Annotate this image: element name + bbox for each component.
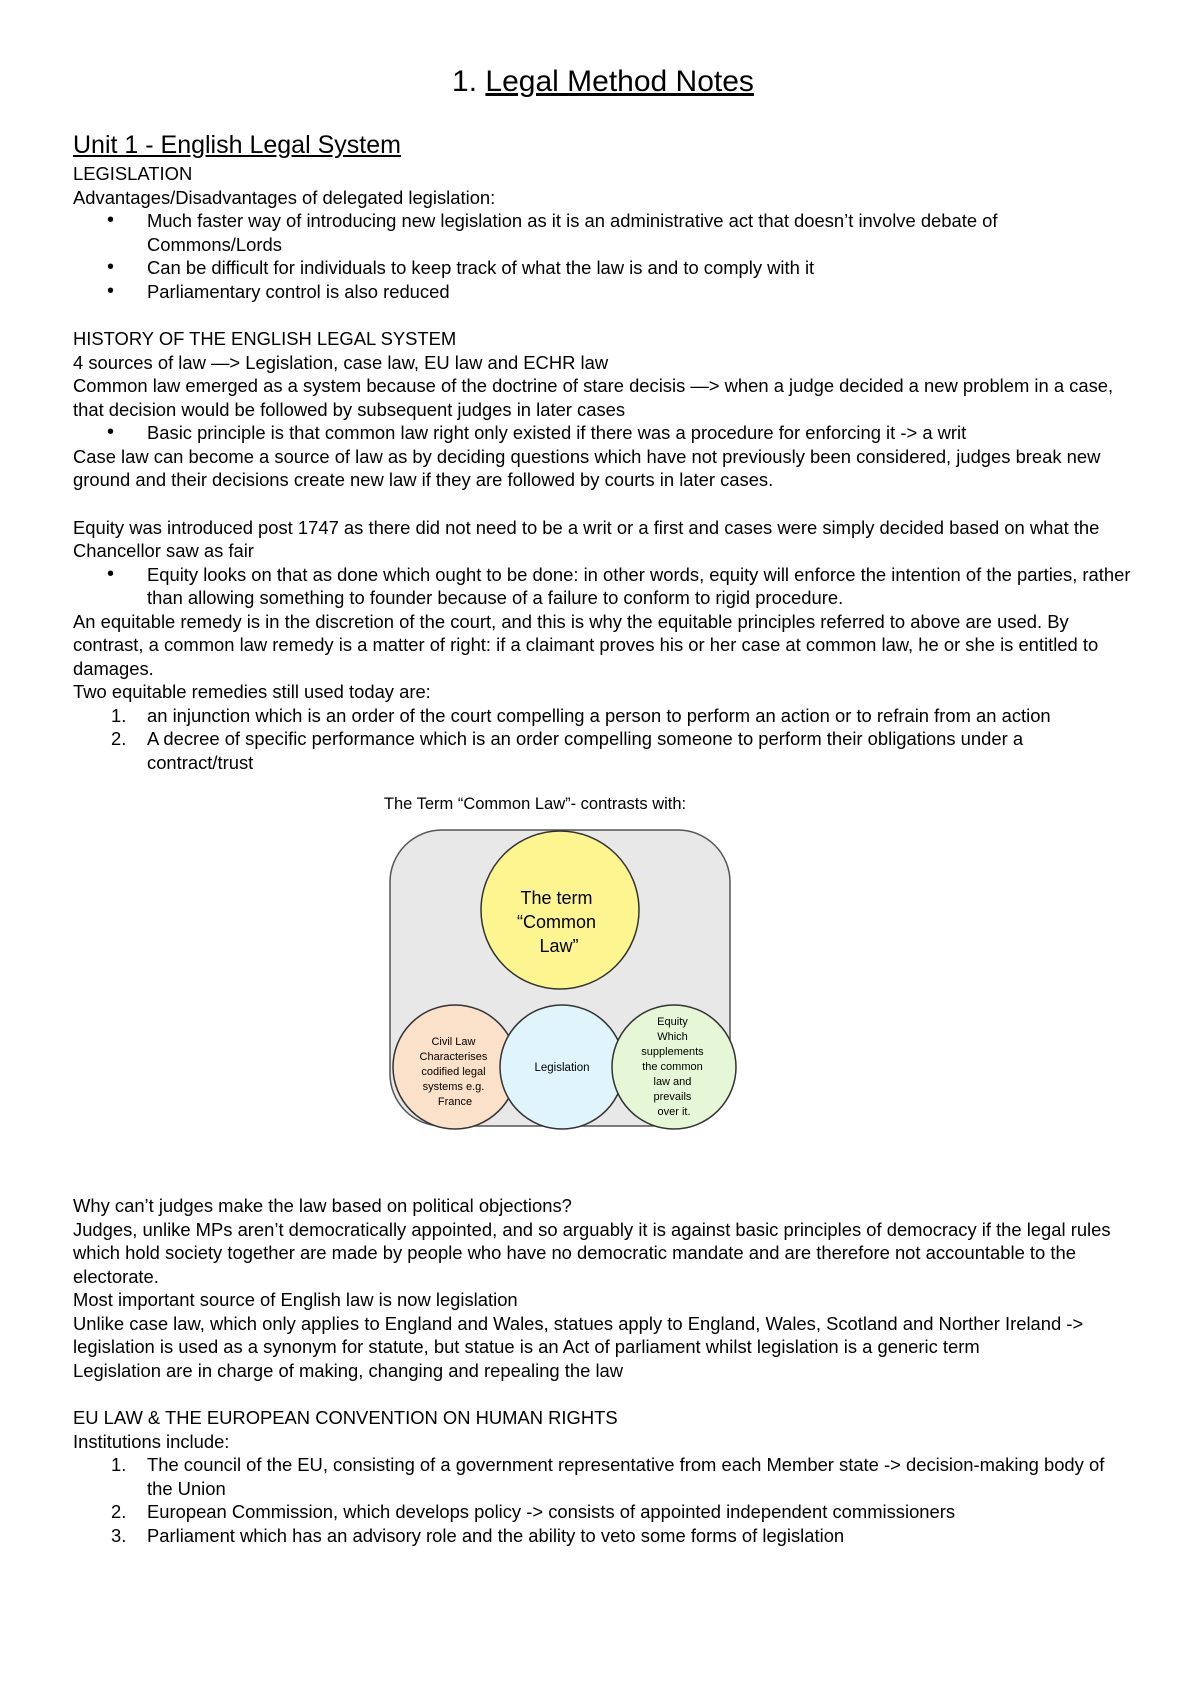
remedies-list — [73, 704, 1133, 775]
legislation-bullets — [73, 209, 1133, 303]
civil-line: France — [437, 1096, 473, 1108]
title-number: 1. — [452, 65, 478, 98]
main-line: “Common — [516, 912, 596, 932]
eu-heading: EU LAW & THE EUROPEAN CONVENTION ON HUMAN RIGHTS — [73, 1407, 618, 1428]
main-circle — [481, 831, 639, 989]
list-item — [73, 1524, 1133, 1548]
equity-paragraph: Equity was introduced post 1747 as there did not need to be a writ or a first and cases were simply decided based on what the Chancellor saw as fair — [73, 516, 1100, 561]
legislation-charge: Legislation are in charge of making, changing and repealing the law — [73, 1359, 624, 1381]
document-page — [73, 62, 1133, 1547]
legislation-circle-label: Legislation — [534, 1062, 590, 1074]
eu-institutions-list — [73, 1453, 1133, 1547]
list-number: 3. — [111, 1524, 127, 1546]
two-remedies-intro: Two equitable remedies still used today are: — [73, 681, 431, 702]
equity-line: supplements — [641, 1046, 704, 1058]
list-item — [73, 1500, 1133, 1524]
list-item: • Equity looks on that as done which ought to be done: in other words, equity will enforce the intention of the parties, rather than allowing something to founder because of a failure to conform to rigid procedure. — [73, 563, 1133, 610]
equity-line: Which — [657, 1031, 688, 1043]
list-text: A decree of specific performance which is an order compelling someone to perform their obligations under a contract/trust — [147, 728, 1024, 773]
equity-line: law and — [653, 1076, 692, 1088]
main-line: Law” — [539, 936, 579, 956]
remedy-paragraph: An equitable remedy is in the discretion of the court, and this is why the equitable principles referred to above are used. By contrast, a common law remedy is a matter of right: if a claimant proves his or her case at common law, he or she is entitled to damages. — [73, 610, 1099, 679]
equity-line: prevails — [653, 1091, 692, 1103]
common-law-diagram — [320, 790, 750, 1160]
history-heading: HISTORY OF THE ENGLISH LEGAL SYSTEM — [73, 328, 457, 349]
legislation-heading: LEGISLATION — [73, 163, 193, 184]
equity-line: Equity — [657, 1016, 688, 1028]
history-bullets-1 — [73, 421, 1133, 445]
list-item: • Can be difficult for individuals to keep track of what the law is and to comply with it — [73, 256, 1133, 280]
judges-answer: Judges, unlike MPs aren’t democratically appointed, and so arguably it is against basic principles of democracy if the legal rules which hold society together are made by people who have no democratic mandate and are therefore not accountable to the electorate. — [73, 1218, 1111, 1287]
list-item: • Parliamentary control is also reduced — [73, 280, 1133, 304]
list-number: 2. — [111, 728, 127, 749]
equity-line: over it. — [657, 1106, 691, 1118]
list-text: The council of the EU, consisting of a government representative from each Member state -> decision-making body of the Union — [147, 1454, 1105, 1499]
list-text: Parliament which has an advisory role and the ability to veto some forms of legislation — [147, 1524, 845, 1546]
sources-of-law: 4 sources of law —> Legislation, case law, EU law and ECHR law — [73, 351, 609, 373]
list-item — [73, 1453, 1133, 1500]
list-item — [73, 727, 1133, 774]
civil-line: codified legal — [421, 1066, 486, 1078]
judges-question: Why can’t judges make the law based on political objections? — [73, 1195, 572, 1216]
history-bullets-2 — [73, 563, 1133, 610]
case-law-paragraph: Case law can become a source of law as by deciding questions which have not previously been considered, judges break new ground and their decisions create new law if they are followed by courts in later cases. — [73, 445, 1101, 490]
list-item: • Basic principle is that common law right only existed if there was a procedure for enforcing it -> a writ — [73, 421, 1133, 445]
civil-line: systems e.g. — [422, 1081, 485, 1093]
common-law-paragraph: Common law emerged as a system because of the doctrine of stare decisis —> when a judge decided a new problem in a case, that decision would be followed by subsequent judges in later cases — [73, 375, 1114, 420]
document-title — [73, 62, 1133, 102]
important-source: Most important source of English law is now legislation — [73, 1289, 518, 1310]
unit-heading: Unit 1 - English Legal System — [73, 131, 401, 159]
civil-line: Civil Law — [431, 1036, 476, 1048]
list-item: • Much faster way of introducing new legislation as it is an administrative act that doesn’t involve debate of Commons/Lords — [73, 209, 1133, 256]
equity-line: the common — [642, 1061, 703, 1073]
list-number: 2. — [111, 1501, 127, 1522]
list-text: an injunction which is an order of the court compelling a person to perform an action or to refrain from an action — [147, 704, 1051, 726]
list-item — [73, 704, 1133, 728]
main-line: The term — [520, 888, 593, 908]
title-text: Legal Method Notes — [485, 65, 754, 98]
legislation-intro: Advantages/Disadvantages of delegated legislation: — [73, 186, 496, 208]
civil-line: Characterises — [419, 1051, 488, 1063]
case-law-vs-statute: Unlike case law, which only applies to England and Wales, statues apply to England, Wales, Scotland and Norther Ireland -> legislation is used as a synonym for statute, but statue is an Act of parliament whilst legislation is a generic term — [73, 1312, 1084, 1357]
eu-intro: Institutions include: — [73, 1430, 230, 1452]
list-text: European Commission, which develops policy -> consists of appointed independent commissioners — [147, 1501, 956, 1522]
list-number: 1. — [111, 1454, 127, 1475]
list-number: 1. — [111, 704, 127, 726]
diagram-title: The Term “Common Law”- contrasts with: — [383, 795, 687, 813]
